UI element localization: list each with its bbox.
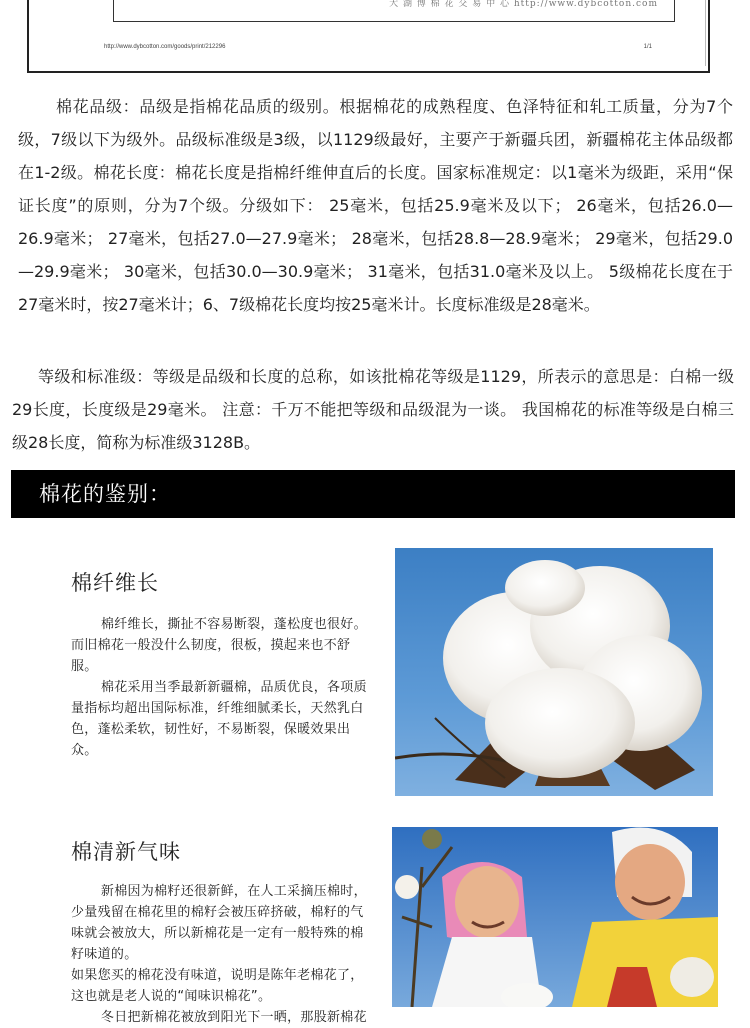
section-header-bar <box>11 470 735 518</box>
print-page-fragment <box>27 0 710 73</box>
feature-paragraph: 如果您买的棉花没有味道，说明是陈年老棉花了，这也就是老人说的“闻味识棉花”。 <box>71 968 364 1004</box>
feature-title-long-fiber: 棉纤维长 <box>71 571 159 595</box>
feature-paragraph: 棉纤维长，撕扯不容易断裂，蓬松度也很好。而旧棉花一般没什么韧度，很板，摸起来也不舒服。 <box>71 617 367 674</box>
print-inner-frame <box>113 0 675 22</box>
cotton-pickers-image <box>392 827 718 1007</box>
feature-text-fresh-smell <box>71 881 371 1028</box>
feature-title-fresh-smell: 棉清新气味 <box>71 840 181 864</box>
section-title: 棉花的鉴别： <box>39 482 171 506</box>
feature-paragraph: 棉花采用当季最新新疆棉，品质优良，各项质量指标均超出国际标准，纤维细腻柔长，天然乳白色，蓬松柔软，韧性好，不易断裂，保暖效果出众。 <box>71 680 367 758</box>
intro-paragraph-standard: 等级和标准级：等级是品级和长度的总称，如该批棉花等级是1129，所表示的意思是：白棉一级29长度，长度级是29毫米。 注意：千万不能把等级和品级混为一谈。 我国棉花的标准等级是白棉三级28长度，简称为标准级3128B。 <box>12 367 734 452</box>
cotton-boll-image <box>395 548 713 796</box>
feature-paragraph: 新棉因为棉籽还很新鲜，在人工采摘压棉时，少量残留在棉花里的棉籽会被压碎挤破，棉籽的气味就会被放大，所以新棉花是一定有一般特殊的棉籽味道的。 <box>71 884 367 962</box>
print-footer-url: http://www.dybcotton.com/goods/print/212296 <box>104 44 226 50</box>
cotton-boll-photo <box>395 548 713 796</box>
intro-paragraph-grade-length: 棉花品级：品级是指棉花品质的级别。根据棉花的成熟程度、色泽特征和轧工质量，分为7个级，7级以下为级外。品级标准级是3级，以1129级最好，主要产于新疆兵团，新疆棉花主体品级都在1-2级。棉花长度：棉花长度是指棉纤维伸直后的长度。国家标准规定：以1毫米为级距，采用“保证长度”的原则，分为7个级。分级如下： 25毫米，包括25.9毫米及以下； 26毫米，包括26.0—26.9毫米； 27毫米，包括27.0—27.9毫米； 28毫米，包括28.8—28.9毫米； 29毫米，包括29.0—29.9毫米； 30毫米，包括30.0—30.9毫米； 31毫米，包括31.0毫米及以上。 5级棉花长度在于27毫米时，按27毫米计；6、7级棉花长度均按25毫米计。长度标准级是28毫米。 <box>18 97 733 314</box>
print-footer-page: 1/1 <box>643 44 652 50</box>
print-source-line: 大 湖 博 棉 花 交 易 中 心 http://www.dybcotton.com <box>389 0 658 9</box>
print-edge-line <box>705 0 706 66</box>
cotton-pickers-photo <box>392 827 718 1007</box>
feature-text-long-fiber <box>71 614 376 761</box>
feature-paragraph: 冬日把新棉花被放到阳光下一晒，那股新棉花 <box>100 1010 367 1025</box>
